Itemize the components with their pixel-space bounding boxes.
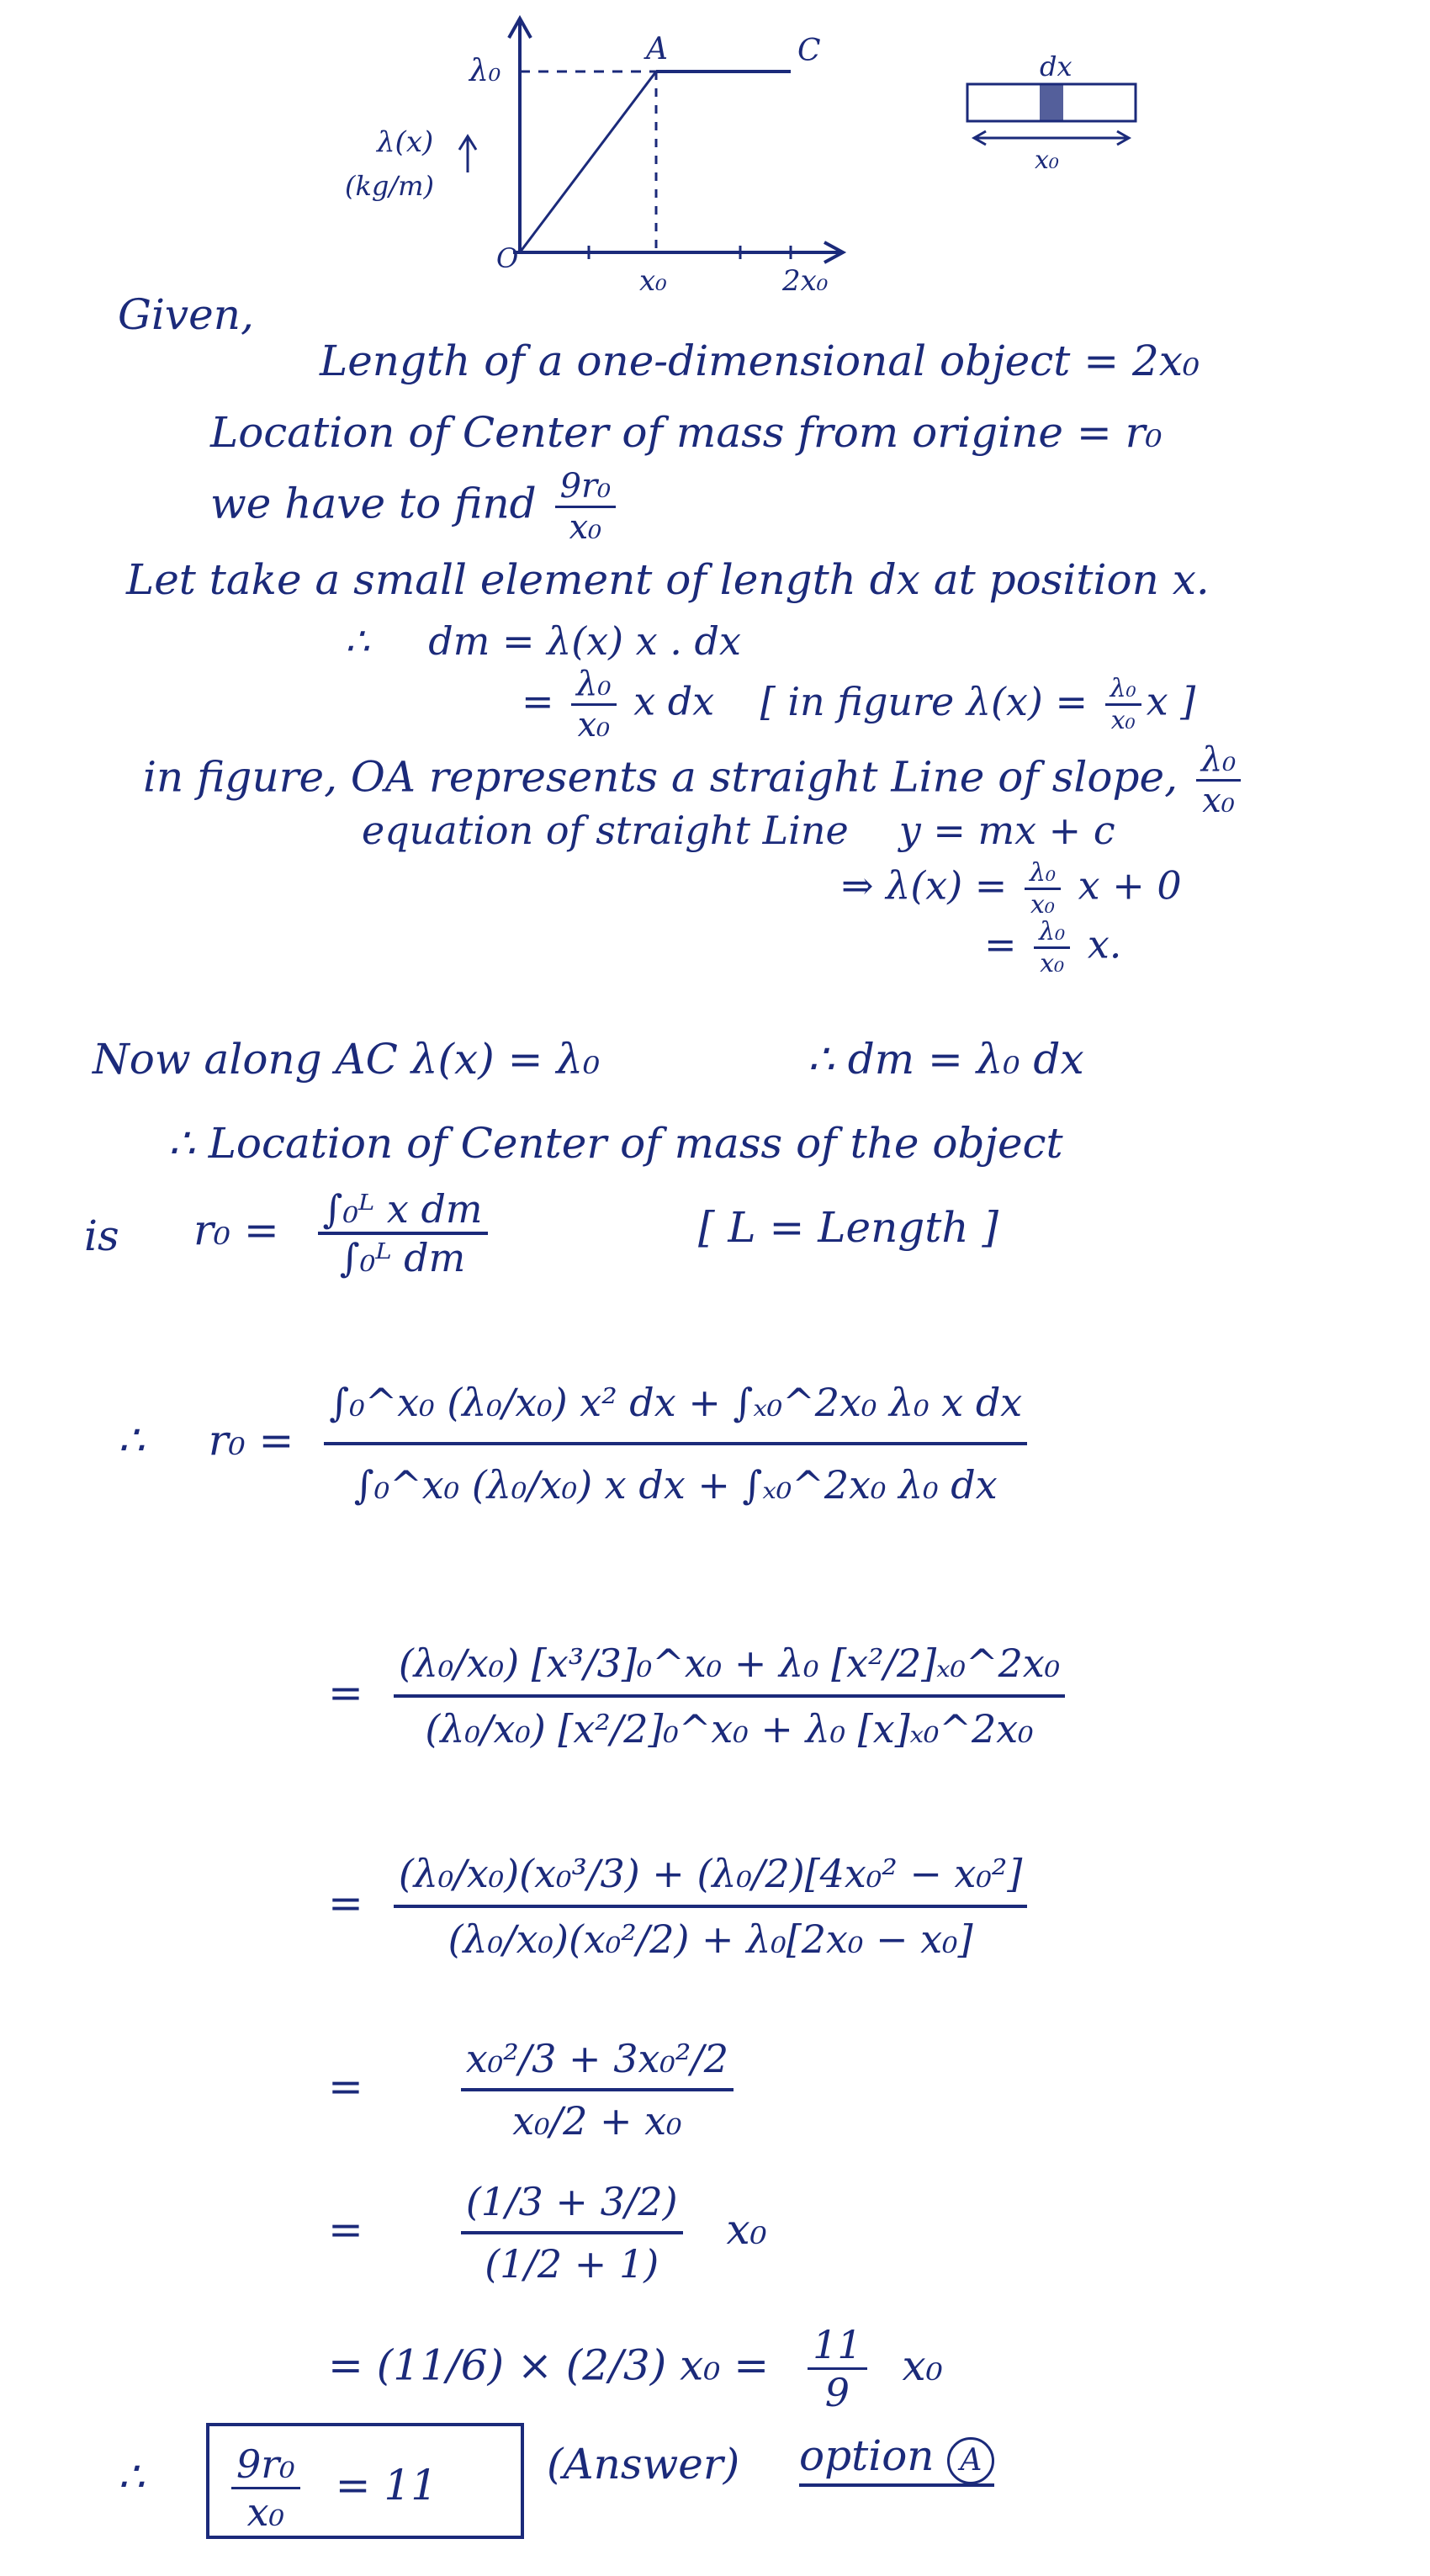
point-c-label: C (797, 34, 821, 68)
answer-option: option A (799, 2431, 994, 2484)
along-ac: Now along AC λ(x) = λ₀ (93, 1035, 601, 1084)
lambda-implication: ⇒ λ(x) = $\frac{\text{λ₀}}{\text{x₀}}$ x + 0 (841, 858, 1182, 920)
com-formula: r₀ = $\frac{\text{∫₀ᴸ x dm}}{\text{∫₀ᴸ dm}}$ (193, 1186, 493, 1280)
com-is: is (84, 1211, 119, 1260)
dm-equation-2: = $\frac{\text{λ₀}}{\text{x₀}}$ x dx [ in figure λ(x) = $\frac{\text{λ₀}}{\text{x₀}}$ x ] (522, 665, 1196, 745)
answer-box (206, 2423, 524, 2539)
x-tick-2x0: 2x₀ (782, 264, 829, 298)
answer-therefore: ∴ (118, 2452, 145, 2501)
therefore-symbol: ∴ (118, 1416, 145, 1465)
step-3: = $\frac{\text{(λ₀/x₀)(x₀³/3) + (λ₀/2)[4x₀² − x₀²]}}{\text{(λ₀/x₀)(x₀²/2) + λ₀[2x₀ − x₀]}}$ (328, 1851, 1032, 1962)
dm-equation: ∴ dm = λ(x) x . dx (345, 618, 741, 664)
step-2: = $\frac{\text{(λ₀/x₀) [x³/3]₀\textasciicircum{}x₀ + λ₀ [x²/2]ₓ₀\textasciicircum{}2x₀}}{\text{(λ₀/x₀) [x²/2]₀\textasciicircum{}x₀ + λ₀ [x]ₓ₀\textasciicircum{}2x₀}}$ (328, 1640, 1070, 1752)
element-intro: Let take a small element of length dx at position x. (126, 555, 1210, 604)
given-find-text: we have to find (210, 479, 537, 528)
lambda-result: = $\frac{\text{λ₀}}{\text{x₀}}$ x. (984, 917, 1122, 978)
x-tick-x0: x₀ (639, 264, 667, 298)
rod-x0-label: x₀ (1035, 146, 1059, 168)
rod-dx-label: dx (1040, 50, 1072, 82)
rod-sketch (0, 0, 1430, 168)
step-1: ∴ r₀ = $\frac{\text{∫₀\textasciicircum{}x₀ (λ₀/x₀) x² dx + ∫ₓ₀\textasciicircum{}2x₀ λ₀ x dx}}{\text{∫₀\textasciicircum{}x₀ (λ₀/x₀) x dx + ∫ₓ₀\textasciicircum{}2x₀ λ₀ dx}}$ (118, 1380, 1032, 1508)
answer-fraction: $\frac{\text{9r₀}}{\text{x₀}}$ (231, 2441, 300, 2535)
com-length-note: [ L = Length ] (698, 1203, 998, 1252)
given-heading: Given, (118, 290, 254, 339)
option-a-circle: A (947, 2437, 994, 2484)
origin-label: O (496, 242, 519, 274)
given-find (210, 467, 621, 547)
step-4: = $\frac{\text{x₀²/3 + 3x₀²/2}}{\text{x₀/2 + x₀}}$ (328, 2036, 739, 2144)
line-equation: equation of straight Line y = mx + c (362, 808, 1115, 853)
given-com-location: Location of Center of mass from origine = r₀ (210, 408, 1163, 457)
given-find-fraction: $\frac{\text{9r₀}}{\text{x₀}}$ (555, 467, 617, 547)
answer-label: (Answer) (547, 2440, 740, 2489)
answer-value: = 11 (335, 2460, 438, 2510)
com-intro: ∴ Location of Center of mass of the object (168, 1119, 1063, 1168)
y-axis-label-1: λ(x) (377, 125, 434, 159)
y-tick-lambda0: λ₀ (469, 54, 501, 88)
slope-statement: in figure, OA represents a straight Line of slope, $\frac{\text{λ₀}}{\text{x₀}}$ (143, 740, 1246, 820)
step-5: = $\frac{(1/3 + 3/2)}{(1/2 + 1)}$ x₀ (328, 2179, 767, 2287)
step-6: = (11/6) × (2/3) x₀ = $\frac{11}{9}$ x₀ (328, 2322, 943, 2415)
y-axis-label-2: (kg/m) (345, 170, 434, 202)
given-length: Length of a one-dimensional object = 2x₀ (320, 337, 1200, 385)
along-ac-dm: ∴ dm = λ₀ dx (808, 1035, 1084, 1084)
point-a-label: A (646, 32, 668, 66)
